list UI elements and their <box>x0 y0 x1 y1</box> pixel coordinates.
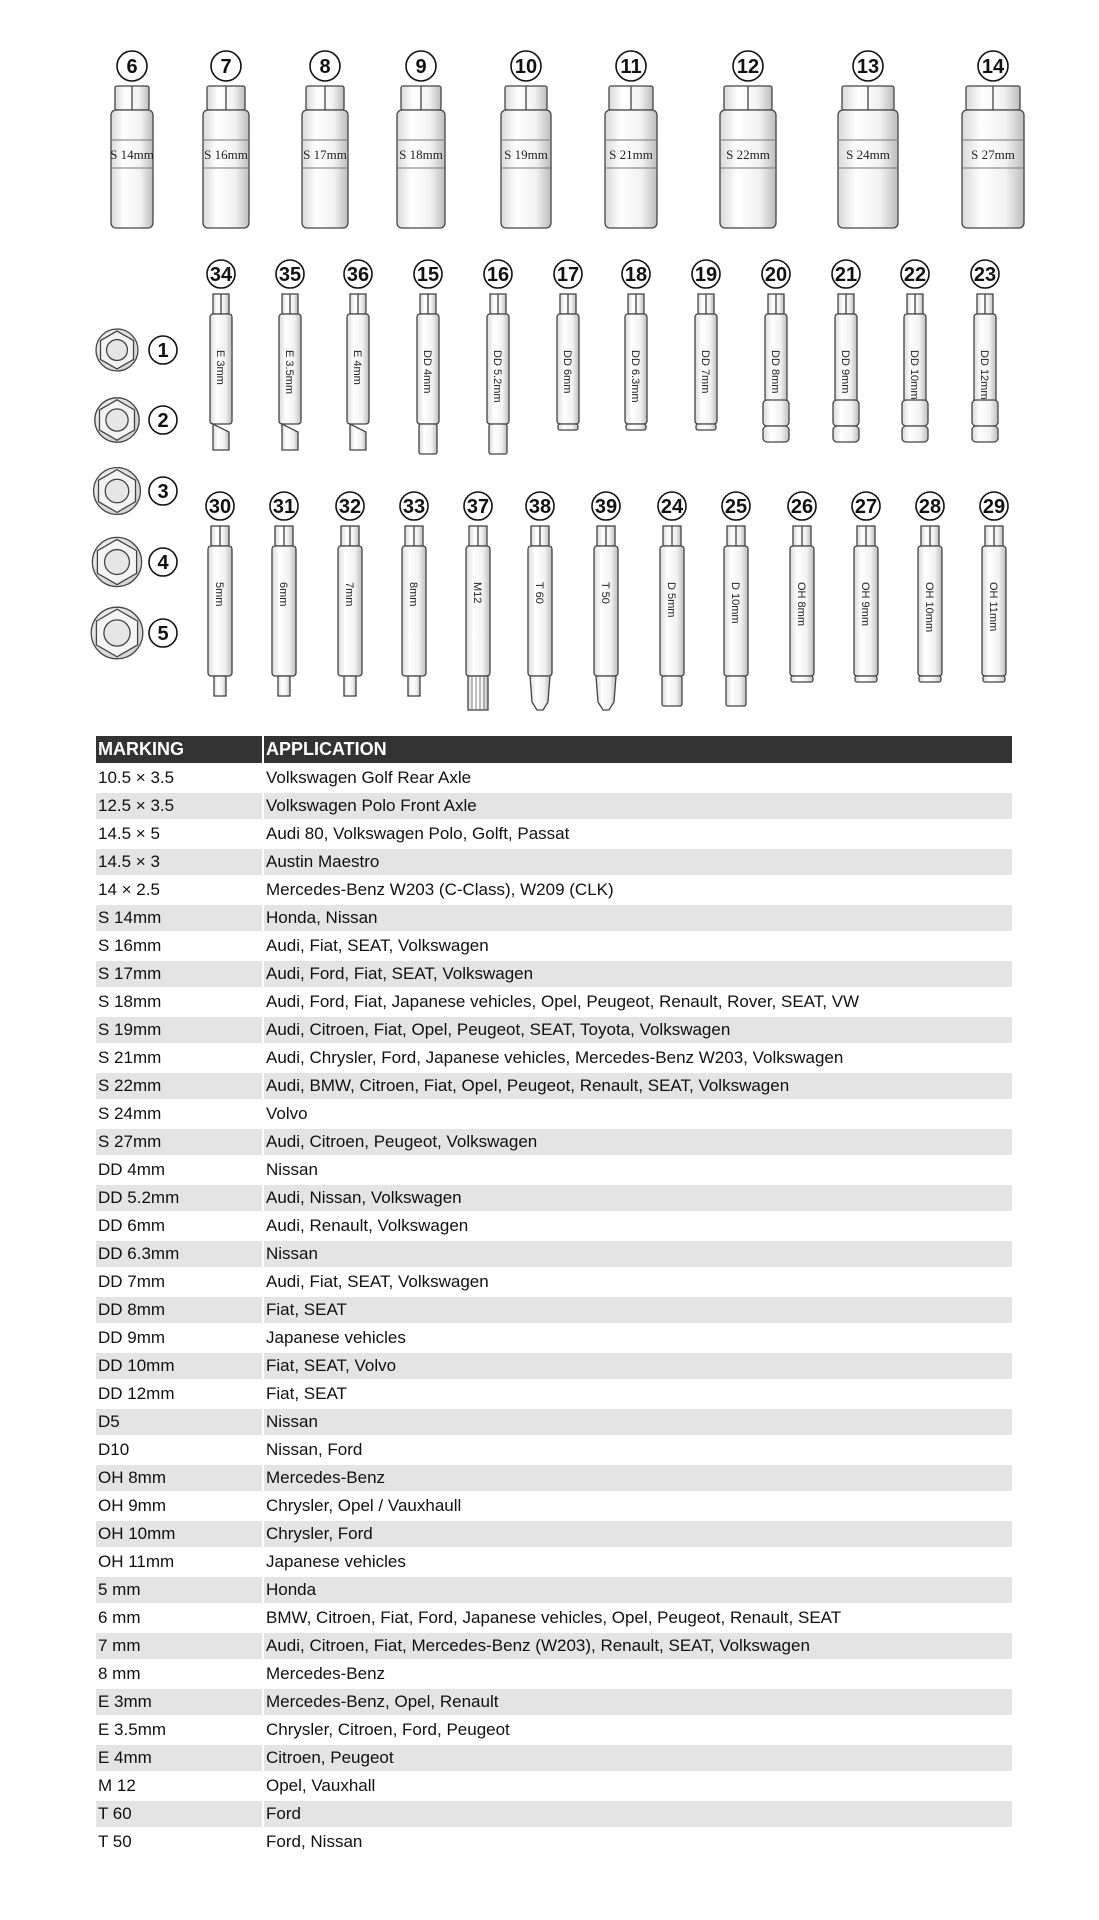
bit-37 <box>464 492 492 710</box>
marking-application-table <box>96 734 1012 1857</box>
marking-cell: 8 mm <box>96 1661 264 1687</box>
part-number-badge <box>406 51 436 81</box>
table-row <box>96 1017 1012 1043</box>
bit-35 <box>276 260 304 450</box>
marking-cell: DD 4mm <box>96 1157 264 1183</box>
marking-cell: S 22mm <box>96 1073 264 1099</box>
bit-34 <box>207 260 235 450</box>
application-cell: Japanese vehicles <box>266 1552 406 1571</box>
part-number-badge <box>978 51 1008 81</box>
socket-11 <box>605 51 657 228</box>
bit-39 <box>592 492 620 710</box>
bit-marking-label: DD 6mm <box>561 350 573 394</box>
marking-cell: DD 12mm <box>96 1381 264 1407</box>
marking-cell: E 4mm <box>96 1745 264 1771</box>
part-number-label: 36 <box>346 264 370 286</box>
bit-32 <box>336 492 364 696</box>
table-row <box>96 1353 1012 1379</box>
table-row <box>96 1493 1012 1519</box>
application-cell: Audi, Renault, Volkswagen <box>266 1216 469 1235</box>
marking-cell: OH 9mm <box>96 1493 264 1519</box>
application-cell: Fiat, SEAT, Volvo <box>264 1353 1012 1379</box>
marking-cell: S 21mm <box>96 1045 264 1071</box>
table-row <box>96 1129 1012 1155</box>
part-number-badge <box>554 260 582 288</box>
bit-marking-label: E 3mm <box>214 350 226 385</box>
application-cell: Mercedes-Benz <box>264 1465 1012 1491</box>
part-number-label: 12 <box>736 56 760 78</box>
bit-marking-label: OH 8mm <box>795 582 807 626</box>
socket-marking-label: S 17mm <box>303 147 347 162</box>
bit-31 <box>270 492 298 696</box>
socket-9 <box>397 51 445 228</box>
marking-cell: DD 6mm <box>96 1213 264 1239</box>
table-row <box>96 905 1012 931</box>
table-row <box>96 1829 1012 1855</box>
application-cell: Fiat, SEAT <box>266 1384 347 1403</box>
application-column-header: APPLICATION <box>264 736 1012 763</box>
part-number-badge <box>149 619 177 647</box>
part-number-label: 22 <box>903 264 927 286</box>
table-row <box>96 1073 1012 1099</box>
application-cell: Nissan, Ford <box>266 1440 363 1459</box>
part-number-label: 4 <box>157 552 169 574</box>
bit-33 <box>400 492 428 696</box>
bit-marking-label: DD 9mm <box>839 350 851 394</box>
marking-cell: T 50 <box>96 1829 264 1855</box>
bit-21 <box>832 260 860 442</box>
table-row <box>96 1633 1012 1659</box>
part-number-label: 24 <box>660 496 684 518</box>
part-number-label: 13 <box>856 56 880 78</box>
part-number-badge <box>852 492 880 520</box>
bit-18 <box>622 260 650 430</box>
application-cell: Chrysler, Citroen, Ford, Peugeot <box>266 1720 510 1739</box>
part-number-badge <box>971 260 999 288</box>
table-row <box>96 793 1012 819</box>
bit-22 <box>901 260 929 442</box>
bit-marking-label: M12 <box>471 582 483 604</box>
axle-nut-3 <box>94 468 177 515</box>
table-row <box>96 961 1012 987</box>
socket-marking-label: S 21mm <box>609 147 653 162</box>
bit-marking-label: OH 11mm <box>987 582 999 632</box>
table-row <box>96 989 1012 1015</box>
bit-36 <box>344 260 372 450</box>
table-row <box>96 1577 1012 1603</box>
part-number-badge <box>853 51 883 81</box>
marking-cell: E 3.5mm <box>96 1717 264 1743</box>
socket-13 <box>838 51 898 228</box>
bit-marking-label: T 60 <box>533 582 545 604</box>
socket-marking-label: S 18mm <box>399 147 443 162</box>
part-number-label: 7 <box>220 56 232 78</box>
part-number-badge <box>310 51 340 81</box>
application-cell: Chrysler, Opel / Vauxhaull <box>266 1496 462 1515</box>
part-number-badge <box>692 260 720 288</box>
part-number-badge <box>622 260 650 288</box>
part-number-badge <box>592 492 620 520</box>
part-number-label: 17 <box>556 264 580 286</box>
part-number-label: 18 <box>624 264 648 286</box>
table-row <box>96 1213 1012 1239</box>
part-number-badge <box>149 477 177 505</box>
part-number-badge <box>211 51 241 81</box>
marking-cell: DD 6.3mm <box>96 1241 264 1267</box>
socket-6 <box>110 51 154 228</box>
table-row <box>96 1801 1012 1827</box>
application-cell: Chrysler, Ford <box>264 1521 1012 1547</box>
application-cell: Nissan <box>264 1409 1012 1435</box>
part-number-label: 35 <box>278 264 302 286</box>
bit-marking-label: OH 10mm <box>923 582 935 633</box>
part-number-label: 23 <box>973 264 997 286</box>
part-number-badge <box>901 260 929 288</box>
table-row <box>96 1045 1012 1071</box>
table-row <box>96 1241 1012 1267</box>
part-number-badge <box>207 260 235 288</box>
marking-cell: DD 7mm <box>96 1269 264 1295</box>
bit-25 <box>722 492 750 706</box>
part-number-badge <box>149 336 177 364</box>
part-number-badge <box>117 51 147 81</box>
part-number-label: 34 <box>209 264 233 286</box>
application-cell: Audi, Citroen, Peugeot, Volkswagen <box>264 1129 1012 1155</box>
application-cell: Nissan <box>264 1241 1012 1267</box>
axle-nut-1 <box>96 329 177 371</box>
marking-cell: S 27mm <box>96 1129 264 1155</box>
marking-column-header: MARKING <box>96 736 264 763</box>
marking-cell: 6 mm <box>96 1605 264 1631</box>
part-number-label: 21 <box>834 264 858 286</box>
socket-marking-label: S 14mm <box>110 147 154 162</box>
table-row <box>96 1101 1012 1127</box>
bit-27 <box>852 492 880 682</box>
socket-10 <box>501 51 551 228</box>
table-row <box>96 1465 1012 1491</box>
bit-marking-label: D 5mm <box>665 582 677 618</box>
table-row <box>96 1689 1012 1715</box>
socket-marking-label: S 19mm <box>504 147 548 162</box>
part-number-label: 15 <box>416 264 440 286</box>
marking-cell: DD 10mm <box>96 1353 264 1379</box>
part-number-label: 5 <box>157 623 169 645</box>
bit-38 <box>526 492 554 710</box>
application-cell: Fiat, SEAT <box>264 1297 1012 1323</box>
application-cell: Opel, Vauxhall <box>266 1776 376 1795</box>
bit-marking-label: E 4mm <box>351 350 363 385</box>
socket-marking-label: S 16mm <box>204 147 248 162</box>
part-number-badge <box>980 492 1008 520</box>
marking-cell: DD 9mm <box>96 1325 264 1351</box>
table-row <box>96 1661 1012 1687</box>
application-cell: Japanese vehicles <box>266 1328 406 1347</box>
application-cell: Citroen, Peugeot <box>264 1745 1012 1771</box>
part-number-badge <box>526 492 554 520</box>
application-cell: Ford <box>264 1801 1012 1827</box>
part-number-badge <box>832 260 860 288</box>
bit-marking-label: DD 5.2mm <box>491 350 503 403</box>
part-number-label: 32 <box>338 496 362 518</box>
part-number-label: 8 <box>319 56 331 78</box>
application-cell: Audi 80, Volkswagen Polo, Golft, Passat <box>266 824 570 843</box>
table-row <box>96 1717 1012 1743</box>
table-row <box>96 1437 1012 1463</box>
marking-cell: 7 mm <box>96 1633 264 1659</box>
part-number-badge <box>464 492 492 520</box>
table-row <box>96 1549 1012 1575</box>
part-number-badge <box>658 492 686 520</box>
part-number-badge <box>616 51 646 81</box>
part-number-label: 27 <box>854 496 878 518</box>
bit-marking-label: DD 4mm <box>421 350 433 394</box>
table-row <box>96 1521 1012 1547</box>
marking-cell: 14 × 2.5 <box>96 877 264 903</box>
table-row <box>96 1325 1012 1351</box>
bit-23 <box>971 260 999 442</box>
part-number-label: 10 <box>514 56 538 78</box>
marking-cell: T 60 <box>96 1801 264 1827</box>
table-row <box>96 1409 1012 1435</box>
part-number-label: 39 <box>594 496 618 518</box>
bit-16 <box>484 260 512 454</box>
application-cell: Audi, Fiat, SEAT, Volkswagen <box>266 936 489 955</box>
marking-cell: D10 <box>96 1437 264 1463</box>
marking-cell: 5 mm <box>96 1577 264 1603</box>
application-cell: Mercedes-Benz <box>266 1664 386 1683</box>
marking-cell: S 16mm <box>96 933 264 959</box>
bit-marking-label: E 3.5mm <box>283 350 295 395</box>
part-number-badge <box>916 492 944 520</box>
marking-cell: M 12 <box>96 1773 264 1799</box>
table-row <box>96 877 1012 903</box>
part-number-label: 6 <box>126 56 138 78</box>
table-row <box>96 1269 1012 1295</box>
bit-marking-label: 8mm <box>407 582 419 607</box>
application-cell: Volkswagen Golf Rear Axle <box>266 768 472 787</box>
bit-marking-label: DD 8mm <box>769 350 781 394</box>
table-row <box>96 1773 1012 1799</box>
marking-cell: S 24mm <box>96 1101 264 1127</box>
part-number-badge <box>149 548 177 576</box>
socket-marking-label: S 22mm <box>726 147 770 162</box>
marking-cell: 12.5 × 3.5 <box>96 793 264 819</box>
application-cell: Honda, Nissan <box>264 905 1012 931</box>
part-number-badge <box>788 492 816 520</box>
part-number-badge <box>270 492 298 520</box>
part-number-label: 14 <box>981 56 1005 78</box>
marking-cell: S 14mm <box>96 905 264 931</box>
part-number-label: 30 <box>208 496 232 518</box>
part-number-badge <box>414 260 442 288</box>
part-number-label: 28 <box>918 496 942 518</box>
part-number-label: 16 <box>486 264 510 286</box>
bit-26 <box>788 492 816 682</box>
table-row <box>96 1297 1012 1323</box>
bit-17 <box>554 260 582 430</box>
bit-15 <box>414 260 442 454</box>
part-number-badge <box>206 492 234 520</box>
bit-marking-label: 7mm <box>343 582 355 607</box>
part-number-badge <box>336 492 364 520</box>
bit-marking-label: DD 10mm <box>908 350 920 400</box>
part-number-label: 19 <box>694 264 718 286</box>
marking-cell: OH 8mm <box>96 1465 264 1491</box>
part-number-label: 38 <box>528 496 552 518</box>
part-number-badge <box>149 406 177 434</box>
application-cell: Mercedes-Benz, Opel, Renault <box>264 1689 1012 1715</box>
part-number-label: 31 <box>272 496 296 518</box>
marking-cell: DD 8mm <box>96 1297 264 1323</box>
application-cell: Audi, Nissan, Volkswagen <box>264 1185 1012 1211</box>
application-cell: Audi, Chrysler, Ford, Japanese vehicles, Mercedes-Benz W203, Volkswagen <box>266 1048 844 1067</box>
application-cell: Volvo <box>266 1104 308 1123</box>
marking-cell: 10.5 × 3.5 <box>96 765 264 791</box>
marking-cell: 14.5 × 3 <box>96 849 264 875</box>
application-cell: Austin Maestro <box>264 849 1012 875</box>
part-number-badge <box>722 492 750 520</box>
bit-20 <box>762 260 790 442</box>
bit-24 <box>658 492 686 706</box>
part-number-badge <box>762 260 790 288</box>
part-number-label: 3 <box>157 481 169 503</box>
marking-cell: S 19mm <box>96 1017 264 1043</box>
bit-30 <box>206 492 234 696</box>
application-cell: Mercedes-Benz W203 (C-Class), W209 (CLK) <box>266 880 614 899</box>
part-number-label: 2 <box>157 410 169 432</box>
table-row <box>96 849 1012 875</box>
bit-marking-label: DD 6.3mm <box>629 350 641 403</box>
application-cell: Nissan <box>266 1160 318 1179</box>
table-row <box>96 1185 1012 1211</box>
bit-marking-label: D 10mm <box>729 582 741 624</box>
marking-cell: OH 11mm <box>96 1549 264 1575</box>
marking-cell: DD 5.2mm <box>96 1185 264 1211</box>
marking-cell: OH 10mm <box>96 1521 264 1547</box>
axle-nut-2 <box>95 398 177 442</box>
table-row <box>96 1381 1012 1407</box>
bit-marking-label: T 50 <box>599 582 611 604</box>
application-cell: Audi, Ford, Fiat, Japanese vehicles, Opel, Peugeot, Renault, Rover, SEAT, VW <box>266 992 860 1011</box>
table-row <box>96 821 1012 847</box>
bit-marking-label: OH 9mm <box>859 582 871 626</box>
bit-marking-label: DD 12mm <box>978 350 990 400</box>
application-cell: Audi, Ford, Fiat, SEAT, Volkswagen <box>264 961 1012 987</box>
part-number-label: 25 <box>724 496 748 518</box>
axle-nut-5 <box>91 607 177 659</box>
part-number-label: 33 <box>402 496 426 518</box>
part-number-label: 11 <box>620 56 642 78</box>
application-cell: Audi, Citroen, Fiat, Mercedes-Benz (W203), Renault, SEAT, Volkswagen <box>264 1633 1012 1659</box>
part-number-badge <box>344 260 372 288</box>
part-number-label: 29 <box>982 496 1006 518</box>
socket-marking-label: S 27mm <box>971 147 1015 162</box>
part-number-label: 1 <box>157 340 169 362</box>
part-number-badge <box>276 260 304 288</box>
bit-marking-label: 6mm <box>277 582 289 607</box>
table-row <box>96 933 1012 959</box>
application-cell: BMW, Citroen, Fiat, Ford, Japanese vehicles, Opel, Peugeot, Renault, SEAT <box>266 1608 842 1627</box>
axle-nut-4 <box>92 537 177 586</box>
table-row <box>96 765 1012 791</box>
bit-19 <box>692 260 720 430</box>
part-number-label: 26 <box>790 496 814 518</box>
marking-cell: S 17mm <box>96 961 264 987</box>
application-cell: Ford, Nissan <box>266 1832 363 1851</box>
table-row <box>96 1605 1012 1631</box>
application-cell: Volkswagen Polo Front Axle <box>264 793 1012 819</box>
tool-set-illustration <box>0 0 1099 720</box>
table-row <box>96 1745 1012 1771</box>
marking-cell: 14.5 × 5 <box>96 821 264 847</box>
table-row <box>96 1157 1012 1183</box>
part-number-badge <box>733 51 763 81</box>
bit-28 <box>916 492 944 682</box>
bit-marking-label: DD 7mm <box>699 350 711 394</box>
bit-29 <box>980 492 1008 682</box>
application-cell: Honda <box>264 1577 1012 1603</box>
application-cell: Audi, Citroen, Fiat, Opel, Peugeot, SEAT, Toyota, Volkswagen <box>264 1017 1012 1043</box>
socket-7 <box>203 51 249 228</box>
socket-14 <box>962 51 1024 228</box>
socket-12 <box>720 51 776 228</box>
socket-marking-label: S 24mm <box>846 147 890 162</box>
socket-8 <box>302 51 348 228</box>
part-number-label: 20 <box>764 264 788 286</box>
part-number-badge <box>400 492 428 520</box>
table-header-row <box>96 736 1012 763</box>
part-number-label: 37 <box>466 496 490 518</box>
application-cell: Audi, BMW, Citroen, Fiat, Opel, Peugeot, Renault, SEAT, Volkswagen <box>264 1073 1012 1099</box>
application-cell: Audi, Fiat, SEAT, Volkswagen <box>266 1272 489 1291</box>
part-number-badge <box>484 260 512 288</box>
bit-marking-label: 5mm <box>213 582 225 607</box>
part-number-badge <box>511 51 541 81</box>
marking-cell: E 3mm <box>96 1689 264 1715</box>
marking-cell: D5 <box>96 1409 264 1435</box>
part-number-label: 9 <box>415 56 427 78</box>
marking-cell: S 18mm <box>96 989 264 1015</box>
